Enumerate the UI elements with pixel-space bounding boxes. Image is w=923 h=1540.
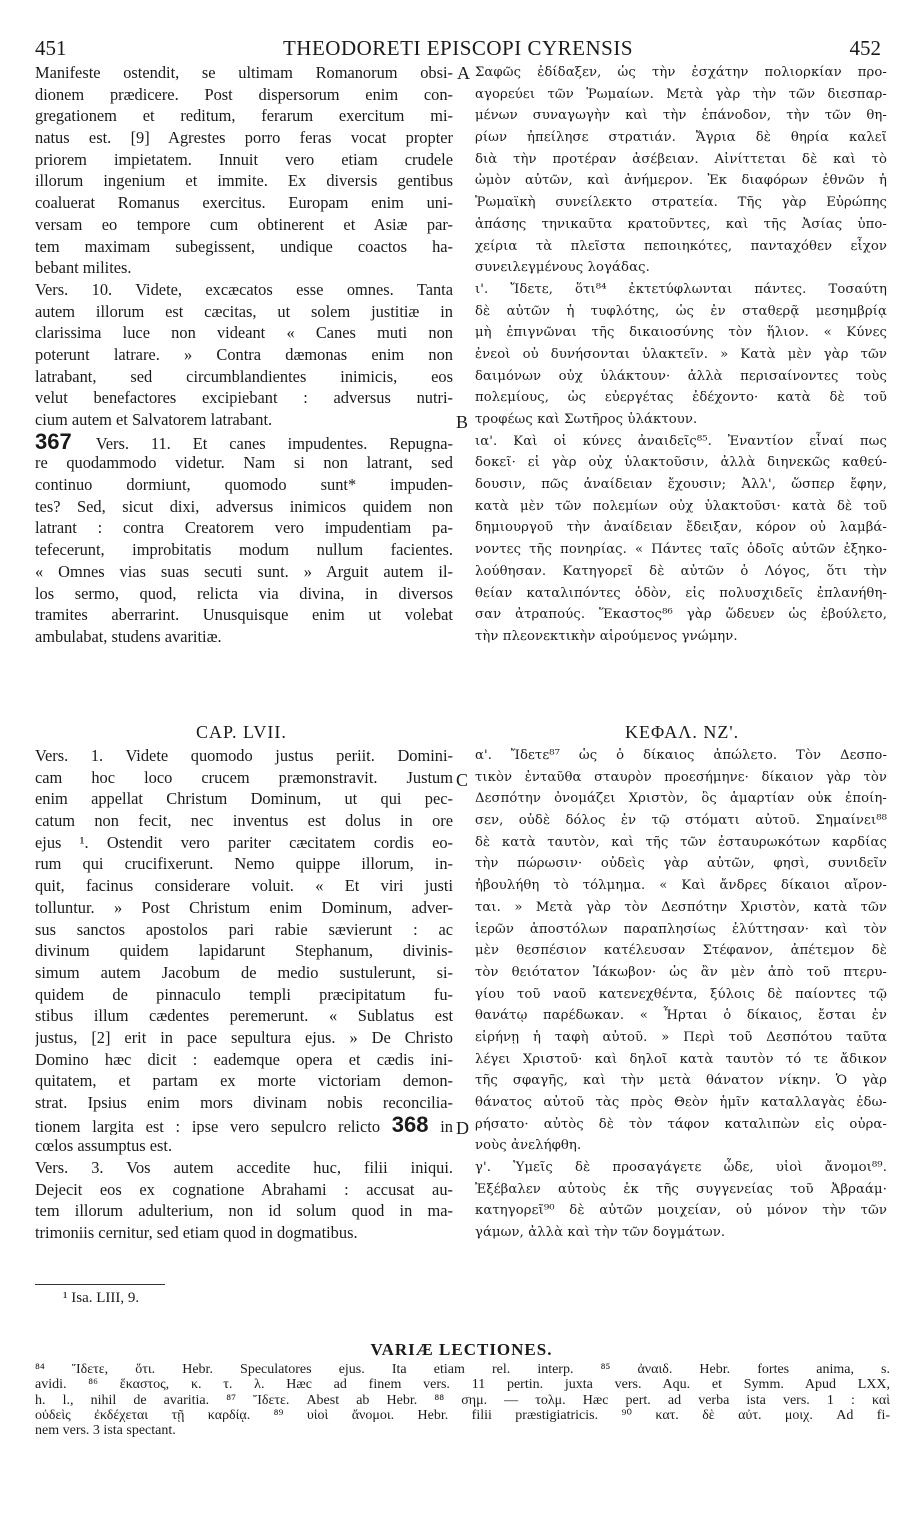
text-line: ambulabat, studens avaritiæ. [35, 626, 222, 646]
greek-column-top [475, 62, 887, 648]
text-line: latrabant, sed circumblandientes inimicis, eos [35, 366, 453, 386]
text-line: Ἐξέβαλεν αὐτοὺς ἐκ τῆς συγγενείας τοῦ Ἀβραάμ· [475, 1181, 887, 1197]
text-line: νοὺς ἀνελήφθη. [475, 1138, 582, 1154]
text-line: δαιμόνων οὐχ ὑλάκτουν· ἀλλὰ περισαίνοντες τοὺς [475, 368, 887, 384]
text-line: bebant milites. [35, 258, 132, 278]
text-line: priorem impietatem. Innuit vero etiam crudele [35, 149, 453, 169]
text-line: θανάτῳ παρέδωκαν. « Ἦρται ὁ δίκαιος, ἔσται ἐν [475, 1008, 887, 1024]
text-line: 367 Vers. 11. Et canes impudentes. Repugna- [35, 430, 453, 453]
text-line: tem illorum adulterium, non id solum quod in ma- [35, 1201, 453, 1221]
text-line: διὰ τὴν προτέραν ἀσέβειαν. Αἰνίττεται δὲ καὶ τὸ [475, 151, 887, 167]
text-line: gregationem et reditum, ferarum exercitum mi- [35, 106, 453, 126]
text-line: Vers. 1. Videte quomodo justus periit. Domini- [35, 746, 453, 765]
text-line: κατηγορεῖ⁹⁰ δὲ αὐτῶν μοιχείαν, οὐ μόνον τὴν τῶν [475, 1203, 887, 1219]
text-line: δὲ αὐτῶν ἡ τυφλότης, ὡς ἐν σταθερᾷ μεσημβρίᾳ [475, 303, 887, 319]
page-number-right: 452 [849, 36, 881, 60]
text-line: enim appellat Christum Dominum, ut qui pec- [35, 789, 453, 809]
text-line: Ῥωμαϊκὴ συνείλεκτο στρατεία. Τῆς γὰρ Εὐρώπης [475, 195, 887, 211]
text-line: θείαν καταλιπόντες ὁδὸν, εἰς πολυσχιδεῖς ἐπλανήθη- [475, 585, 887, 601]
note-line: οὐδεὶς ἐκδέχεται τῇ καρδίᾳ. ⁸⁹ υἱοὶ ἄνομοι. Hebr. filii præstigiatricis. ⁹⁰ κατ. δὲ αὐτ. μοιχ. Ad fi- [35, 1407, 890, 1423]
text-line: sus sanctos apostolos pari rabie sævierunt : ac [35, 919, 453, 939]
text-line: quitatem, et partam ex morte victoriam demon- [35, 1071, 453, 1091]
text-line: tefecerunt, improbitatis modum nullum facientes. [35, 540, 453, 560]
text-line: clarissima luce non videant « Canes muti non [35, 323, 453, 343]
text-line: συνειλεγμένους λογάδας. [475, 260, 650, 276]
text-line: τροφέως καὶ Σωτῆρος ὑλάκτουν. [475, 412, 698, 427]
text-line: μὴ ἐπιγνῶναι τῆς δικαιοσύνης τὸν ἥλιον. « Κύνες [475, 325, 887, 341]
text-line: μὲν θεσπέσιον κατέλευσαν Στέφανον, ἀπέτεμον δὲ [475, 943, 887, 959]
text-line: latrant : contra Creatorem vero impudentiam pa- [35, 518, 453, 538]
text-line: tes? Sed, sicut dixi, adversus inimicos quidem non [35, 496, 453, 516]
text-line: ἁπάσης τηνικαῦτα κρατοῦντες, καὶ τῆς Ἀσίας ὑπο- [475, 216, 887, 232]
text-line: Domino hæc dicit : eademque opera et cædis ini- [35, 1049, 453, 1069]
text-line: poterunt latrare. » Contra dæmonas enim non [35, 344, 453, 364]
variae-lectiones-title: VARIÆ LECTIONES. [370, 1340, 553, 1359]
text-line: los sermo, quod, relicta via divina, in diversos [35, 583, 453, 603]
text-line: velut benefactores excipiebant : adversus nutri- [35, 388, 453, 408]
text-line: γίου τοῦ ναοῦ κατενεχθέντα, ξύλοις δὲ παίοντες τῷ [475, 986, 887, 1002]
margin-letter-a: A [457, 63, 470, 83]
text-line: ἠβουλήθη τὸ τόλμημα. « Καὶ ἄνδρες δίκαιοι αἴρον- [475, 878, 887, 894]
note-line: avidi. ⁸⁶ ἕκαστος, κ. τ. λ. Hæc ad finem vers. 11 pertin. juxta vers. Aqu. et Symm. Apud LXX, [35, 1377, 890, 1393]
note-line: ⁸⁴ Ἴδετε, ὅτι. Hebr. Speculatores ejus. Ita etiam rel. interp. ⁸⁵ ἀναιδ. Hebr. fortes anima, s. [35, 1362, 890, 1377]
running-header [35, 36, 881, 62]
text-line: τῆς σφαγῆς, καὶ τὴν μετὰ θάνατον νίκην. Ὁ γὰρ [475, 1073, 887, 1089]
text-line: χείρια τὰ πλεῖστα πεποιηκότες, πανταχόθεν εἶχον [475, 238, 887, 254]
text-line: ὠμὸν αὐτῶν, καὶ ἀνήμερον. Ἐκ διαφόρων ἐθνῶν ἡ [475, 173, 887, 189]
text-line: Vers. 10. Videte, excæcatos esse omnes. Tanta [35, 279, 453, 299]
text-line: justus, [2] erit in pace sepultura ejus. » De Christo [35, 1027, 453, 1047]
chapter-heading-latin: CAP. LVII. [196, 722, 287, 742]
text-line: quidem de pinnaculo templi præcipitatum fu- [35, 984, 453, 1004]
text-line: μένων συναγωγὴν καὶ τὴν ἐπάνοδον, τὴν τῶν θη- [475, 108, 887, 124]
text-line: dionem prædicere. Post dispersorum enim con- [35, 84, 453, 104]
text-line: cium autem et Salvatorem latrabant. [35, 410, 273, 429]
chapter-heading-greek: ΚΕΦΑΛ. ΝΖ'. [625, 722, 740, 742]
footnote-rule [35, 1284, 165, 1285]
text-line: trimoniis cernitur, sed etiam quod in dogmatibus. [35, 1223, 358, 1243]
text-line: rum qui crucifixerunt. Nemo quippe illorum, in- [35, 854, 453, 874]
text-line: σαν ἀτραπούς. Ἕκαστος⁸⁶ γὰρ ὥδευεν ὡς ἐβούλετο, [475, 607, 887, 623]
text-line: stibus illum cædentes peremerunt. « Sublatus est [35, 1006, 453, 1026]
text-line: Dejecit eos ex cognatione Abrahami : accusat au- [35, 1179, 453, 1199]
page-marker: 368 [391, 1113, 429, 1136]
page-marker: 367 [35, 430, 96, 453]
text-line: δημιουργοῦ τὴν ἀναίδειαν ἔδειξαν, κόρον οὐ λαμβά- [475, 520, 887, 536]
text-line: versam eo tempore cum obtinerent et Asiæ par- [35, 214, 453, 234]
text-line: κατὰ μὲν τῶν πολεμίων οὐχ ὑλακτοῦσι· κατὰ δὲ τοῦ [475, 498, 887, 514]
text-line: Δεσπότην ὀνομάζει Χριστὸν, ὃς ἁμαρτίαν οὐκ ἐποίη- [475, 791, 887, 807]
text-line: τικὸν ἐνταῦθα σταυρὸν προεσήμηνε· δίκαιον γὰρ τὸν [475, 769, 887, 785]
text-line: ἱερῶν ἀποστόλων παραπλησίως ἐλύττησαν· καὶ τὸν [475, 921, 887, 937]
latin-column-top [35, 62, 453, 648]
text-line: εἰρήνῃ ἡ ταφὴ αὐτοῦ. » Περὶ τοῦ Δεσπότου ταῦτα [475, 1029, 887, 1045]
text-line: ἐνεοὶ οὐ δυνήσονται ὑλακτεῖν. » Κατὰ μὲν γὰρ τῶν [475, 346, 887, 362]
text-line: τὴν πώρωσιν· οὐδεὶς γὰρ αὐτῶν, φησὶ, συνιδεῖν [475, 856, 887, 872]
text-line: δοκεῖ· εἰ γὰρ οὐχ ὑλακτοῦσιν, ἀλλὰ διηνεκῶς καθεύ- [475, 455, 887, 471]
text-line: « Omnes vias suas secuti sunt. » Arguit autem il- [35, 561, 453, 581]
text-line: ρήσατο· αὐτὸς δὲ τὸν τάφον καταλιπὼν εἰς οὐρα- [475, 1116, 887, 1132]
text-line: re quodammodo videtur. Nam si non latrant, sed [35, 453, 453, 473]
text-line: tem maximam subegissent, undique coactos ha- [35, 236, 453, 256]
text-line: tolluntur. » Post Christum enim Dominum, adver- [35, 897, 453, 917]
text-line: catum non fecit, nec inventus est dolus in ore [35, 811, 453, 831]
text-line: γάμων, ἀλλὰ καὶ τὴν τῶν δογμάτων. [475, 1225, 726, 1241]
text-line: αγορεύει τῶν Ῥωμαίων. Μετὰ γὰρ τὴν τῶν διεσπαρ- [475, 86, 887, 102]
note-line: nem vers. 3 ista spectant. [35, 1423, 176, 1439]
greek-column-bottom [475, 745, 887, 1244]
text-line: δουσιν, πῶς ἀναίδειαν ἔχουσιν; Ἀλλ', ὥσπερ ἔφην, [475, 477, 887, 493]
text-line: simum autem Jacobum de medio sustulerunt, si- [35, 962, 453, 982]
footnote: ¹ Isa. LIII, 9. [63, 1290, 140, 1306]
text-line: ejus ¹. Ostendit vero pariter cæcitatem cordis eo- [35, 832, 453, 852]
latin-column-bottom [35, 745, 453, 1244]
note-line: h. l., nihil de avaritia. ⁸⁷ Ἴδετε. Abest ab Hebr. ⁸⁸ σημ. — τολμ. Hæc pert. ad verba ista vers. 1 : καὶ [35, 1392, 890, 1408]
margin-letter-b: B [456, 412, 469, 432]
text-line: δὲ κατὰ ταυτὸν, καὶ τῆς τῶν ἐσταυρωκότων καρδίας [475, 834, 887, 850]
text-line: tramites aberrarint. Unusquisque enim ut volebat [35, 605, 453, 625]
text-line: γ'. Ὑμεῖς δὲ προσαγάγετε ὧδε, υἱοὶ ἄνομοι⁸⁹. [475, 1160, 887, 1176]
text-line: α'. Ἴδετε⁸⁷ ὡς ὁ δίκαιος ἀπώλετο. Τὸν Δεσπο- [475, 748, 887, 763]
page-number-left: 451 [35, 36, 67, 60]
text-line: natus est. [9] Agrestes porro feras vocat propter [35, 128, 453, 148]
text-line: autem illorum est cæcitas, ut solem justitiæ in [35, 301, 453, 321]
text-line: illorum ingenium et immite. Ex diversis gentibus [35, 171, 453, 191]
margin-letter-d: D [456, 1118, 469, 1138]
text-line: τὴν πλεονεκτικὴν αἱρούμενος γνώμην. [475, 628, 738, 644]
text-line: ια'. Καὶ οἱ κύνες ἀναιδεῖς⁸⁵. Ἐναντίον εἶναί πως [475, 433, 887, 449]
text-line: ρίων ἠπείλησε στρατιάν. Ἄγρια δὲ θηρία καλεῖ [475, 130, 887, 146]
text-line: cœlos assumptus est. [35, 1136, 173, 1156]
text-line: νοντες τῆς πονηρίας. « Πάντες ταῖς ὁδοῖς αὐτῶν ἐξηκο- [475, 542, 887, 558]
text-line: τὸν θειότατον Ἰάκωβον· ὡς ἂν μὲν ἀπὸ τοῦ πτερυ- [475, 964, 887, 980]
text-line: cam hoc loco crucem præmonstravit. Justum [35, 767, 453, 787]
text-line: σεν, οὐδὲ δόλος ἐν τῷ στόματι αὐτοῦ. Σημαίνει⁸⁸ [475, 813, 887, 829]
variae-lectiones-notes [35, 1362, 890, 1438]
text-line: Manifeste ostendit, se ultimam Romanorum obsi- [35, 63, 453, 82]
text-line: θάνατος αὐτοῦ τὰς πρὸς Θεὸν ἡμῖν καταλλαγὰς ἐδω- [475, 1095, 887, 1110]
text-line: ι'. Ἴδετε, ὅτι⁸⁴ ἐκτετύφλωνται πάντες. Τοσαύτη [475, 281, 887, 297]
text-line: tionem largita est : ipse vero sepulcro relicto 368 in [35, 1113, 453, 1136]
text-line: coaluerat Romanus exercitus. Europam enim uni- [35, 193, 453, 213]
text-line: quit, facinus considerare voluit. « Et viri justi [35, 876, 453, 896]
text-line: continuo dormiunt, quomodo sunt* impuden- [35, 475, 453, 495]
text-line: λούθησαν. Κατηγορεῖ δὲ αὐτῶν ὁ Λόγος, ὅτι τὴν [475, 563, 887, 579]
text-line: πολεμίους, ὡς εὐεργέτας ἐδέχοντο· κατὰ δὲ τοῦ [475, 390, 887, 406]
text-line: Σαφῶς ἐδίδαξεν, ὡς τὴν ἐσχάτην πολιορκίαν προ- [475, 65, 887, 80]
text-line: ται. » Μετὰ γὰρ τὸν Δεσπότην Χριστὸν, κατὰ τῶν [475, 899, 887, 915]
margin-letter-c: C [456, 770, 469, 790]
running-title: THEODORETI EPISCOPI CYRENSIS [282, 36, 634, 60]
text-line: strat. Ipsius enim mors divinam nobis reconcilia- [35, 1093, 453, 1112]
text-line: Vers. 3. Vos autem accedite huc, filii iniqui. [35, 1158, 453, 1178]
text-line: λέγει Χριστοῦ· καὶ δηλοῖ κατὰ ταυτὸν τό τε ἄδικον [475, 1051, 887, 1067]
text-line: divinum quidem lapidarunt Stephanum, divinis- [35, 941, 453, 961]
